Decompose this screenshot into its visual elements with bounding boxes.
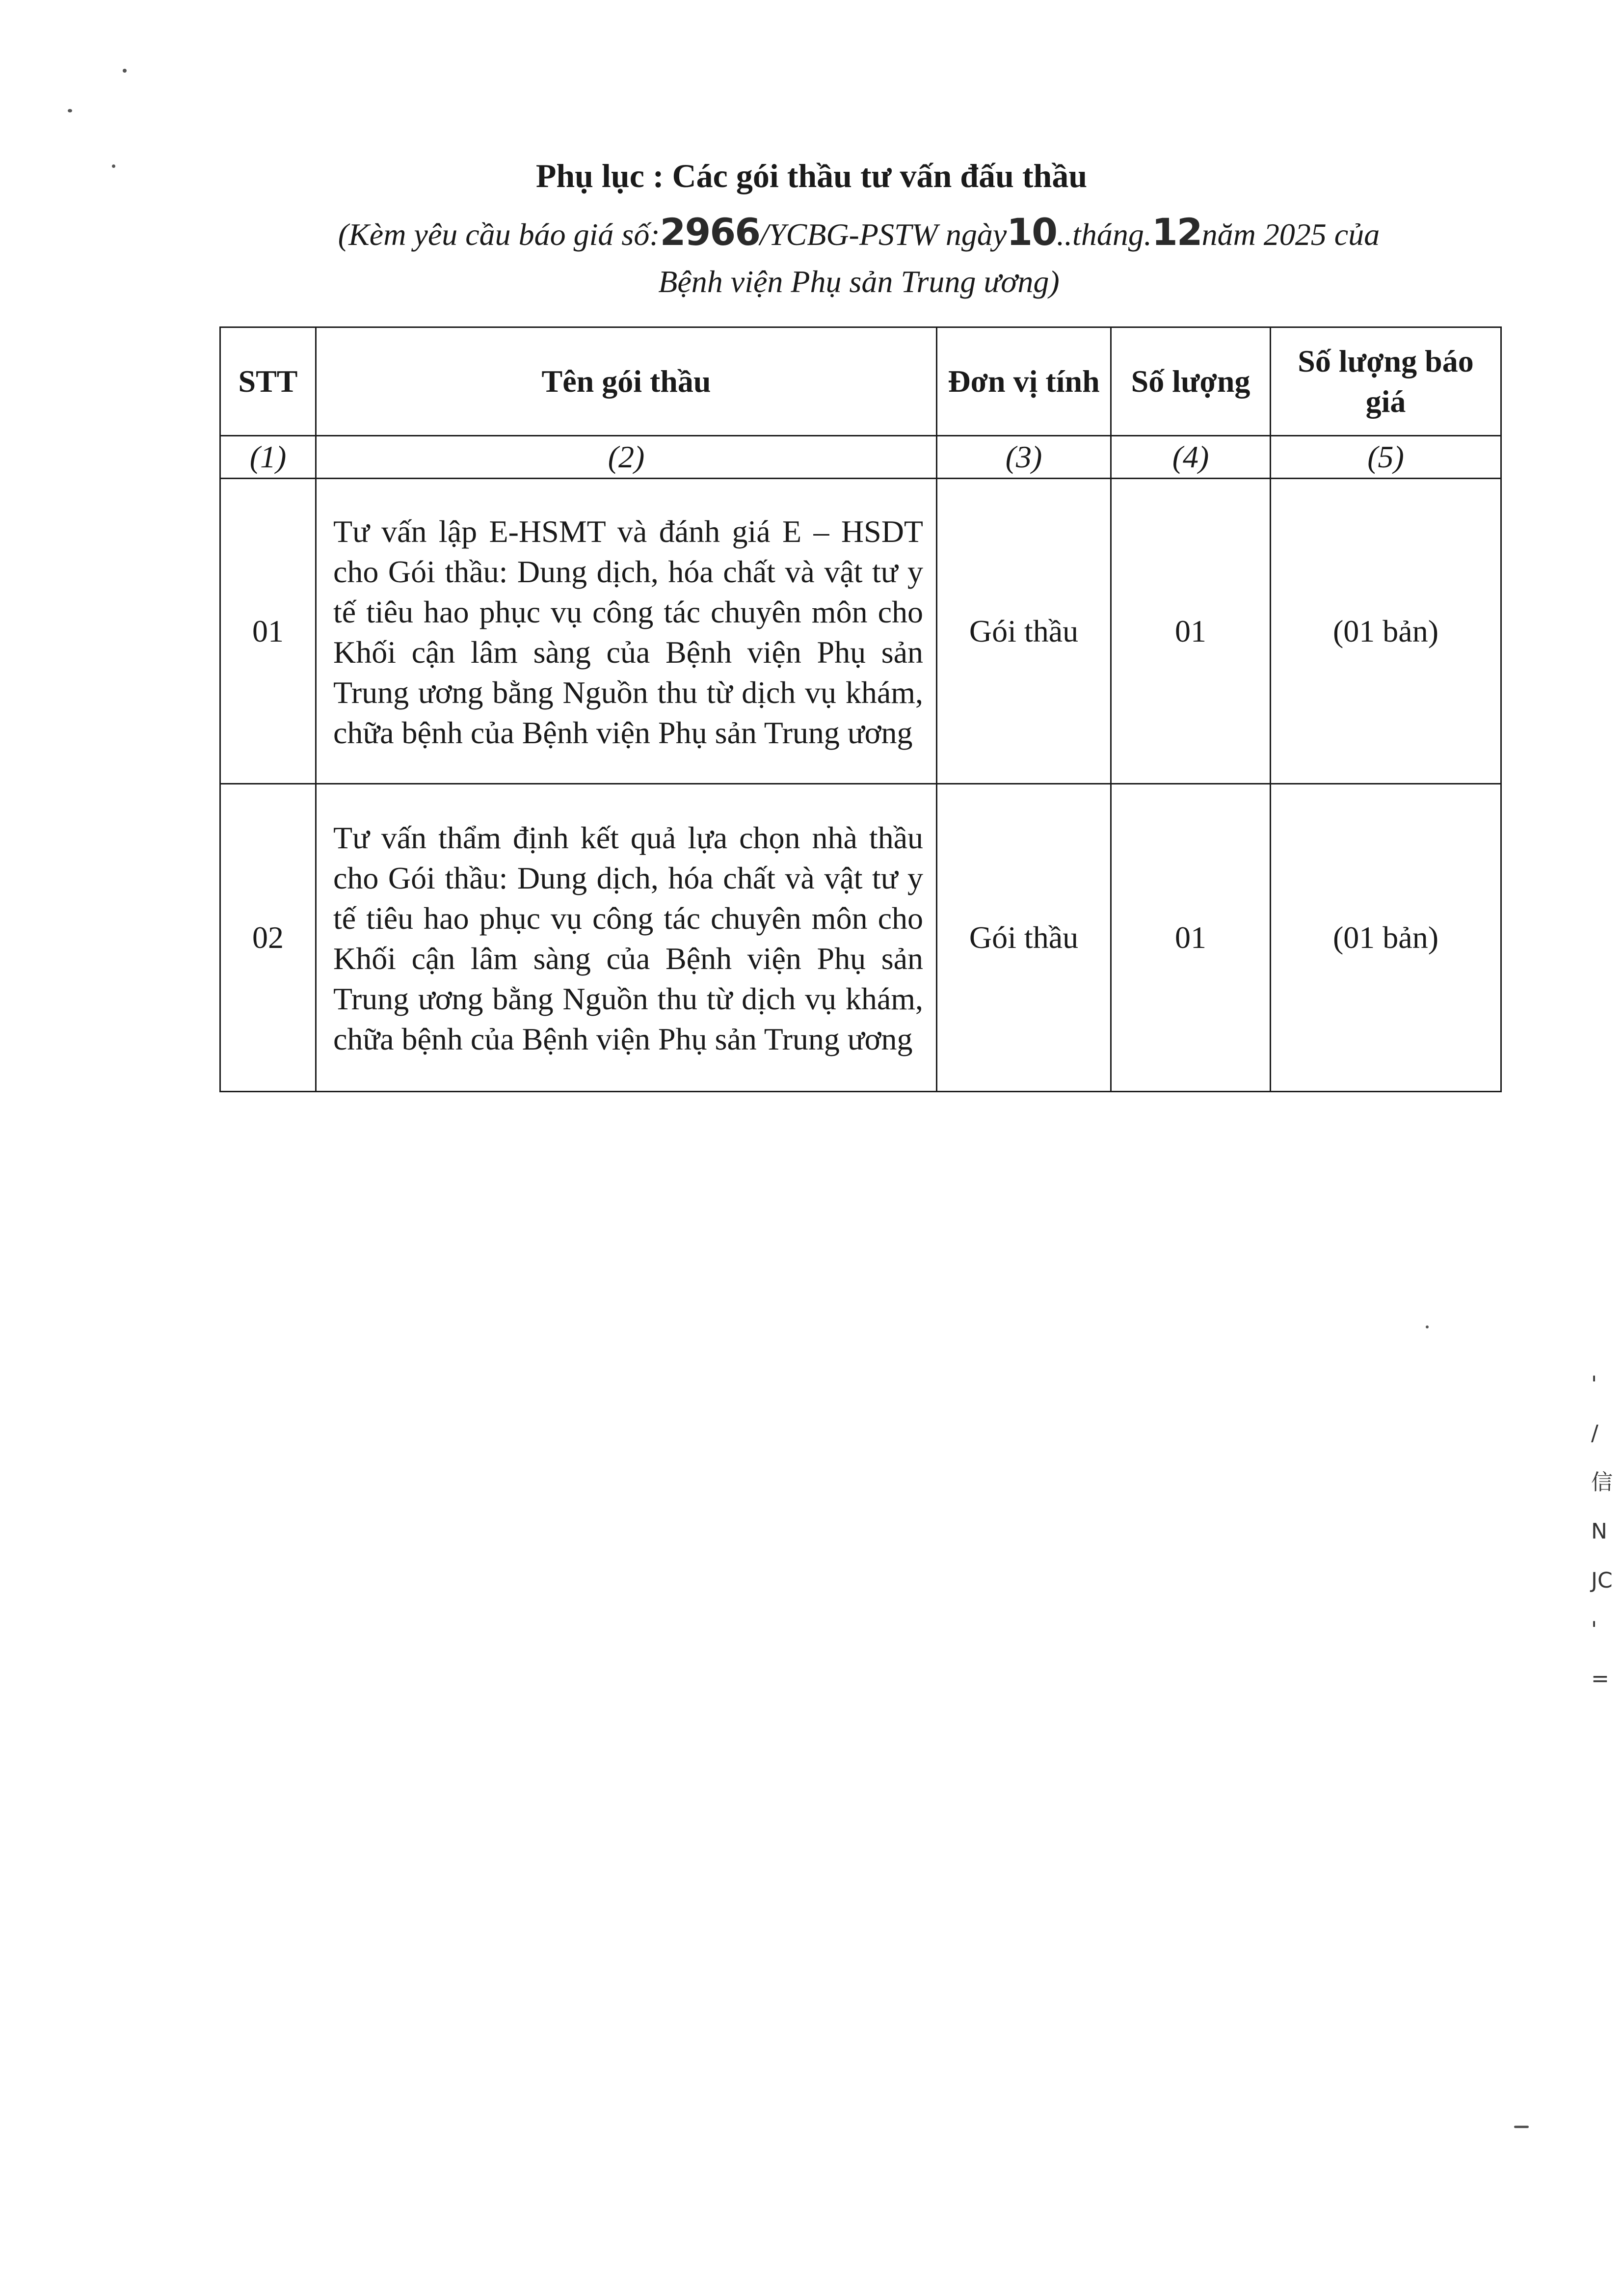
document-reference xyxy=(255,209,1463,305)
row-unit: Gói thầu xyxy=(937,479,1111,784)
scan-speck xyxy=(112,164,115,168)
row-unit: Gói thầu xyxy=(937,784,1111,1092)
header-stt: STT xyxy=(220,327,316,436)
handwritten-day: 10 xyxy=(1007,210,1057,254)
column-index-row xyxy=(220,436,1501,479)
row-quote-quantity: (01 bản) xyxy=(1271,479,1501,784)
scan-speck xyxy=(123,69,127,73)
scan-speck xyxy=(68,109,72,112)
page-title: Phụ lục : Các gói thầu tư vấn đấu thầu xyxy=(535,157,1088,194)
header-unit: Đơn vị tính xyxy=(937,327,1111,436)
row-quantity: 01 xyxy=(1111,479,1271,784)
row-stt: 01 xyxy=(220,479,316,784)
handwritten-month: 12 xyxy=(1151,210,1202,254)
row-package-name: Tư vấn lập E-HSMT và đánh giá E – HSDT cho Gói thầu: Dung dịch, hóa chất và vật tư y tế tiêu hao phục vụ công tác chuyên môn cho Khối cận lâm sàng của Bệnh viện Phụ sản Trung ương bằng Nguồn thu từ dịch vụ khám, chữa bệnh của Bệnh viện Phụ sản Trung ương xyxy=(316,479,937,784)
column-index: (2) xyxy=(316,436,937,479)
row-package-name: Tư vấn thẩm định kết quả lựa chọn nhà thầu cho Gói thầu: Dung dịch, hóa chất và vật tư y tế tiêu hao phục vụ công tác chuyên môn cho Khối cận lâm sàng của Bệnh viện Phụ sản Trung ương bằng Nguồn thu từ dịch vụ khám, chữa bệnh của Bệnh viện Phụ sản Trung ương xyxy=(316,784,937,1092)
hospital-name: Bệnh viện Phụ sản Trung ương) xyxy=(658,264,1060,299)
row-stt: 02 xyxy=(220,784,316,1092)
scan-speck xyxy=(1426,1325,1429,1328)
handwritten-number: 2966 xyxy=(660,210,760,254)
reference-code: /YCBG-PSTW ngày xyxy=(760,217,1007,252)
tender-package-table xyxy=(219,326,1502,1092)
table-header-row xyxy=(220,327,1501,436)
table-row xyxy=(220,784,1501,1092)
row-quote-quantity: (01 bản) xyxy=(1271,784,1501,1092)
year-label: năm 2025 của xyxy=(1201,217,1380,252)
table-row xyxy=(220,479,1501,784)
reference-prefix: (Kèm yêu cầu báo giá số: xyxy=(338,217,660,252)
row-quantity: 01 xyxy=(1111,784,1271,1092)
stamp-edge-fragment: ' / 信 N JC ' = xyxy=(1591,1372,1613,1691)
column-index: (3) xyxy=(937,436,1111,479)
column-index: (1) xyxy=(220,436,316,479)
column-index: (4) xyxy=(1111,436,1271,479)
header-quote-quantity: Số lượng báo giá xyxy=(1271,327,1501,436)
header-package-name: Tên gói thầu xyxy=(316,327,937,436)
column-index: (5) xyxy=(1271,436,1501,479)
scan-speck xyxy=(1514,2126,1529,2128)
month-label: ..tháng. xyxy=(1057,217,1152,252)
header-quantity: Số lượng xyxy=(1111,327,1271,436)
